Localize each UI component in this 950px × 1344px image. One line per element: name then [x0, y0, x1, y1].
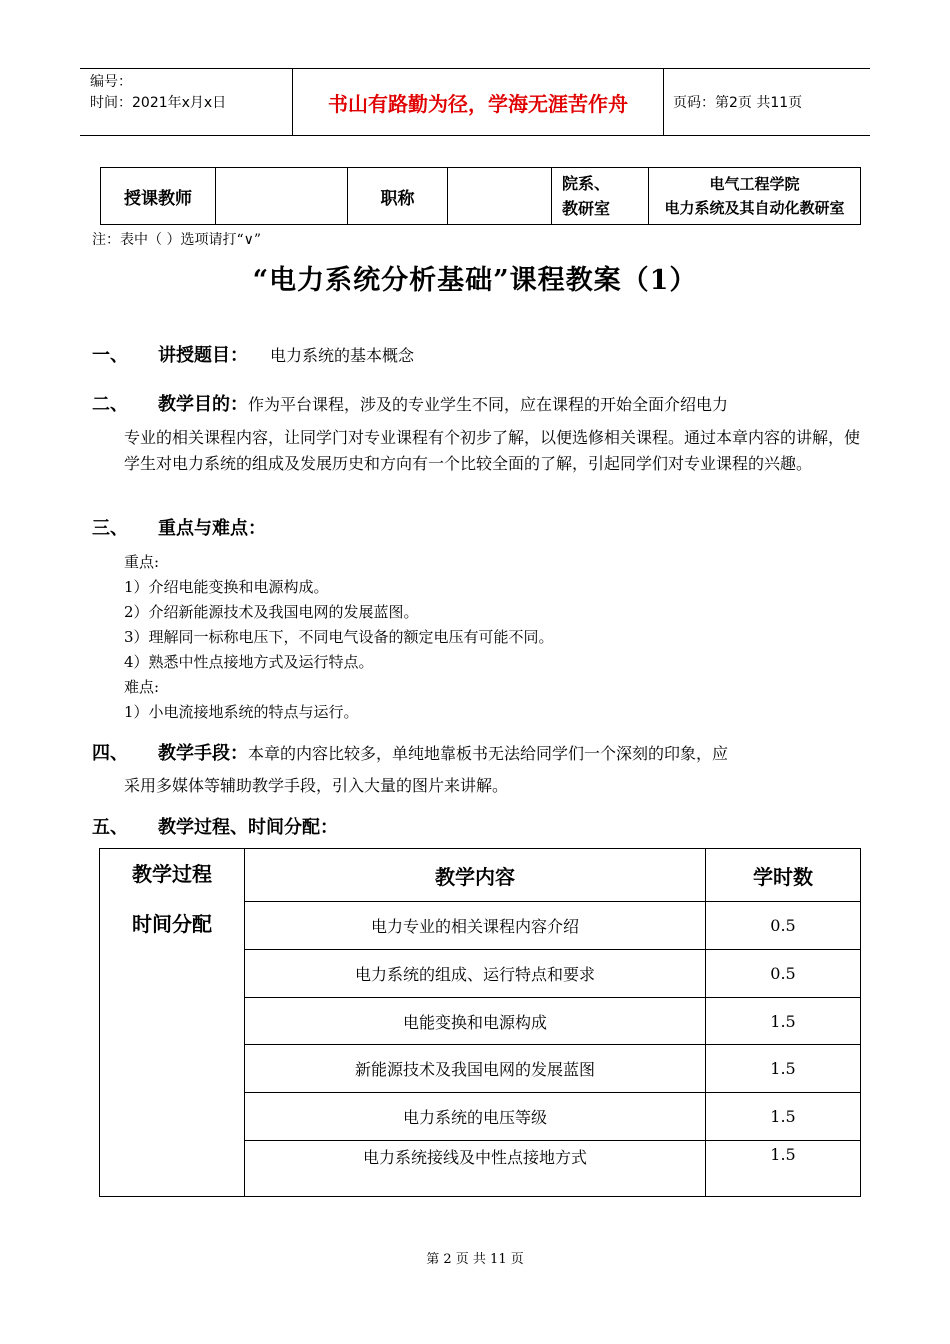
teacher-info-table — [100, 167, 861, 225]
section-heading: 教学目的： — [158, 394, 248, 415]
section-topic — [92, 341, 414, 367]
list-item: 2）介绍新能源技术及我国电网的发展蓝图。 — [124, 603, 419, 621]
list-item: 3）理解同一标称电压下，不同电气设备的额定电压有可能不同。 — [124, 628, 554, 646]
section-number: 一、 — [92, 345, 128, 366]
objective-paragraph: 专业的相关课程内容，让同学门对专业课程有个初步了解，以便选修相关课程。通过本章内容的讲解，使学生对电力系统的组成及发展历史和方向有一个比较全面的了解，引起同学们对专业课程的兴趣。 — [124, 428, 861, 473]
section-text: 电力系统的基本概念 — [270, 346, 415, 365]
row-hours: 0.5 — [706, 949, 861, 997]
section-heading: 讲授题目： — [158, 345, 248, 366]
section-number: 三、 — [92, 518, 128, 539]
section-objective — [92, 390, 728, 416]
header-meta — [80, 69, 293, 136]
date-label: 时间：2021年x月x日 — [90, 95, 227, 111]
row-content: 电力专业的相关课程内容介绍 — [245, 902, 706, 950]
dept-value-line2: 电力系统及其自动化教研室 — [664, 199, 845, 217]
row-content: 电力系统的电压等级 — [245, 1093, 706, 1141]
title-label: 职称 — [348, 168, 448, 225]
section-number: 二、 — [92, 394, 128, 415]
list-item: 1）小电流接地系统的特点与运行。 — [124, 703, 359, 721]
dept-label-line1: 院系、 — [562, 174, 611, 193]
section-methods — [92, 739, 728, 765]
section-text: 作为平台课程，涉及的专业学生不同，应在课程的开始全面介绍电力 — [248, 395, 729, 414]
dept-value-line1: 电气工程学院 — [709, 175, 800, 193]
schedule-left-label — [100, 849, 245, 1197]
motto: 书山有路勤为径，学海无涯苦作舟 — [293, 69, 664, 136]
section-heading: 教学过程、时间分配： — [158, 817, 338, 838]
header-table — [80, 68, 870, 136]
methods-paragraph: 采用多媒体等辅助教学手段，引入大量的图片来讲解。 — [124, 776, 509, 795]
section-number: 五、 — [92, 817, 128, 838]
row-content: 新能源技术及我国电网的发展蓝图 — [245, 1045, 706, 1093]
teacher-value — [216, 168, 348, 225]
page-title: “电力系统分析基础”课程教案（1） — [252, 265, 698, 296]
row-content: 电能变换和电源构成 — [245, 997, 706, 1045]
page-info: 页码：第2页 共11页 — [664, 69, 871, 136]
left-label-process: 教学过程 — [132, 862, 212, 886]
col-header-hours: 学时数 — [706, 849, 861, 902]
col-header-content: 教学内容 — [245, 849, 706, 902]
dept-label-line2: 教研室 — [562, 199, 611, 218]
title-value — [448, 168, 552, 225]
hard-label: 难点: — [124, 678, 160, 696]
table-note: 注：表中（ ）选项请打“∨” — [92, 232, 262, 248]
number-label: 编号： — [90, 74, 132, 90]
section-key-points — [92, 514, 266, 540]
key-label: 重点: — [124, 553, 160, 571]
left-label-time: 时间分配 — [132, 912, 212, 936]
schedule-table — [99, 848, 861, 1197]
row-hours: 1.5 — [706, 1093, 861, 1141]
teacher-label: 授课教师 — [101, 168, 216, 225]
section-heading: 重点与难点： — [158, 518, 266, 539]
row-hours: 1.5 — [706, 997, 861, 1045]
section-heading: 教学手段： — [158, 743, 248, 764]
row-hours: 1.5 — [706, 1141, 861, 1197]
list-item: 4）熟悉中性点接地方式及运行特点。 — [124, 653, 374, 671]
section-text: 本章的内容比较多，单纯地靠板书无法给同学们一个深刻的印象，应 — [248, 744, 729, 763]
section-process — [92, 813, 338, 839]
dept-label — [552, 168, 649, 225]
row-hours: 0.5 — [706, 902, 861, 950]
section-number: 四、 — [92, 743, 128, 764]
dept-value — [649, 168, 861, 225]
row-content: 电力系统的组成、运行特点和要求 — [245, 949, 706, 997]
key-points-list — [124, 550, 554, 725]
list-item: 1）介绍电能变换和电源构成。 — [124, 578, 329, 596]
page-footer: 第 2 页 共 11 页 — [426, 1252, 524, 1267]
row-hours: 1.5 — [706, 1045, 861, 1093]
row-content: 电力系统接线及中性点接地方式 — [245, 1141, 706, 1197]
